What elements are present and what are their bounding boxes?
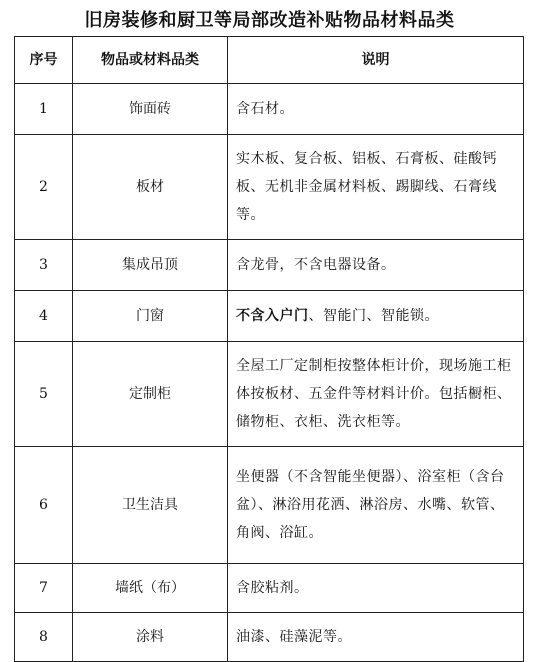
table-row <box>15 447 524 564</box>
table-header-row <box>15 37 524 84</box>
row-description <box>228 564 524 613</box>
header-category: 物品或材料品类 <box>73 37 228 84</box>
table-row <box>15 291 524 342</box>
row-number: 1 <box>15 84 73 135</box>
row-category: 涂料 <box>73 613 228 662</box>
table-row <box>15 240 524 291</box>
row-number: 5 <box>15 342 73 447</box>
row-category: 饰面砖 <box>73 84 228 135</box>
row-category: 墙纸（布） <box>73 564 228 613</box>
row-number: 7 <box>15 564 73 613</box>
description-text: 坐便器（不含智能坐便器）、浴室柜（含台盆）、淋浴用花洒、淋浴房、水嘴、软管、角阀、浴缸。 <box>236 469 505 541</box>
materials-table <box>14 36 524 662</box>
description-text: 、智能门、智能锁。 <box>308 308 439 324</box>
header-description: 说明 <box>228 37 524 84</box>
row-description <box>228 84 524 135</box>
row-description <box>228 291 524 342</box>
row-number: 6 <box>15 447 73 564</box>
description-text: 含石材。 <box>236 101 294 117</box>
row-description <box>228 135 524 240</box>
row-category: 门窗 <box>73 291 228 342</box>
row-number: 4 <box>15 291 73 342</box>
row-description <box>228 240 524 291</box>
description-text: 全屋工厂定制柜按整体柜计价，现场施工柜体按板材、五金件等材料计价。包括橱柜、储物柜、衣柜、洗衣柜等。 <box>236 358 512 430</box>
row-category: 板材 <box>73 135 228 240</box>
description-text: 实木板、复合板、铝板、石膏板、硅酸钙板、无机非金属材料板、踢脚线、石膏线等。 <box>236 151 497 223</box>
description-text: 含龙骨，不含电器设备。 <box>236 257 396 273</box>
row-number: 2 <box>15 135 73 240</box>
row-number: 3 <box>15 240 73 291</box>
table-row <box>15 342 524 447</box>
header-no: 序号 <box>15 37 73 84</box>
row-category: 定制柜 <box>73 342 228 447</box>
description-text: 油漆、硅藻泥等。 <box>236 629 352 645</box>
table-row <box>15 84 524 135</box>
table-row <box>15 613 524 662</box>
row-description <box>228 613 524 662</box>
table-row <box>15 135 524 240</box>
description-bold-text: 不含入户门 <box>236 308 309 324</box>
table-row <box>15 564 524 613</box>
row-number: 8 <box>15 613 73 662</box>
row-category: 卫生洁具 <box>73 447 228 564</box>
row-description <box>228 447 524 564</box>
description-text: 含胶粘剂。 <box>236 580 309 596</box>
row-category: 集成吊顶 <box>73 240 228 291</box>
document-title: 旧房装修和厨卫等局部改造补贴物品材料品类 <box>84 10 455 31</box>
row-description <box>228 342 524 447</box>
